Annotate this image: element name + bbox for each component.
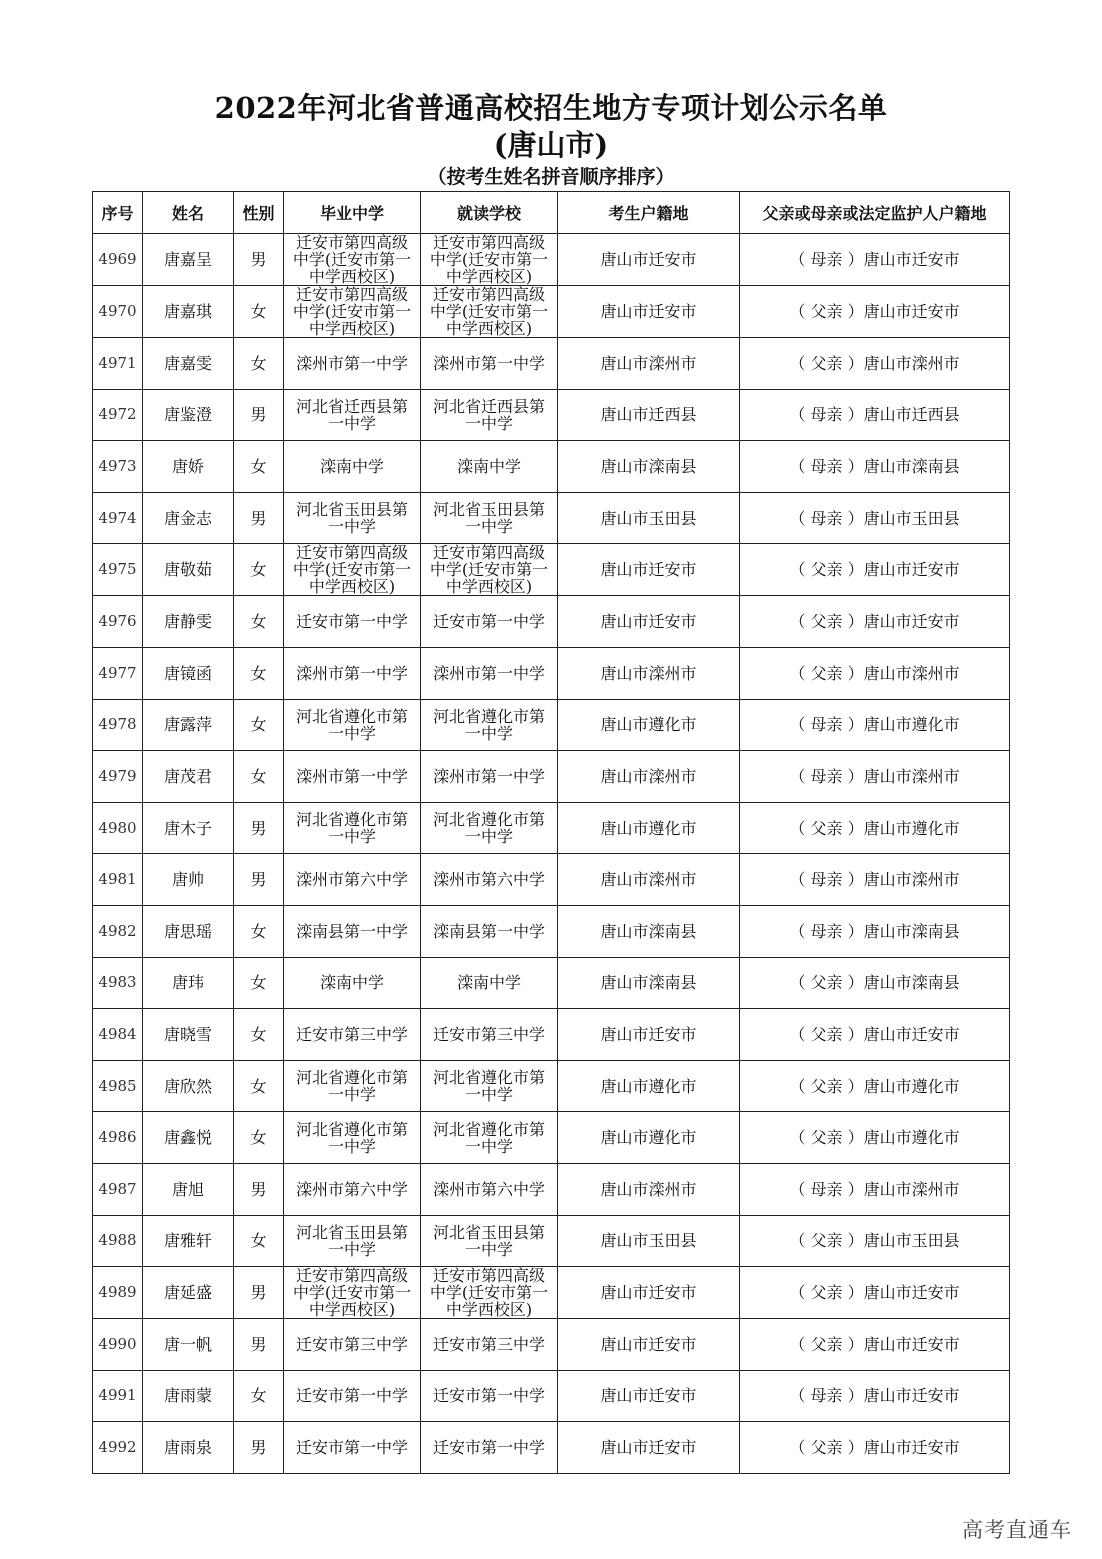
cell-grad-school [284, 286, 421, 338]
cell-guardian-hukou: （ 父亲 ）唐山市迁安市 [740, 1267, 1010, 1319]
cell-guardian-hukou: （ 母亲 ）唐山市遵化市 [740, 699, 1010, 751]
cell-grad-school-text: 河北省玉田县第一中学 [295, 500, 408, 537]
cell-hukou: 唐山市迁安市 [558, 234, 740, 286]
cell-grad-school [284, 854, 421, 906]
cell-current-school [421, 1060, 558, 1112]
cell-grad-school [284, 1163, 421, 1215]
cell-guardian-hukou: （ 父亲 ）唐山市迁安市 [740, 596, 1010, 648]
cell-hukou: 唐山市迁西县 [558, 389, 740, 441]
cell-guardian-hukou: （ 父亲 ）唐山市滦南县 [740, 957, 1010, 1009]
cell-guardian-hukou: （ 父亲 ）唐山市迁安市 [740, 286, 1010, 338]
header-guardian-hukou: 父亲或母亲或法定监护人户籍地 [740, 192, 1010, 234]
table-row [93, 957, 1010, 1009]
table-row [93, 1163, 1010, 1215]
cell-grad-school [284, 441, 421, 493]
cell-name: 唐静雯 [143, 596, 234, 648]
cell-grad-school [284, 234, 421, 286]
cell-grad-school [284, 699, 421, 751]
table-row [93, 338, 1010, 390]
cell-grad-school [284, 338, 421, 390]
cell-grad-school [284, 544, 421, 596]
cell-current-school [421, 544, 558, 596]
cell-current-school-text: 滦南中学 [456, 456, 521, 476]
cell-hukou: 唐山市遵化市 [558, 1112, 740, 1164]
cell-seq: 4978 [93, 699, 143, 751]
cell-grad-school [284, 1422, 421, 1474]
cell-grad-school-text: 迁安市第三中学 [295, 1334, 408, 1354]
cell-seq: 4985 [93, 1060, 143, 1112]
cell-gender: 男 [234, 1163, 284, 1215]
cell-grad-school-text: 迁安市第一中学 [295, 1438, 408, 1458]
cell-grad-school [284, 905, 421, 957]
cell-name: 唐一帆 [143, 1319, 234, 1371]
cell-name: 唐雨泉 [143, 1422, 234, 1474]
cell-seq: 4973 [93, 441, 143, 493]
cell-grad-school [284, 957, 421, 1009]
table-row [93, 854, 1010, 906]
cell-name: 唐玮 [143, 957, 234, 1009]
cell-seq: 4974 [93, 492, 143, 544]
cell-current-school [421, 957, 558, 1009]
cell-grad-school-text: 迁安市第四高级中学(迁安市第一中学西校区) [292, 1266, 412, 1320]
cell-guardian-hukou: （ 父亲 ）唐山市迁安市 [740, 1422, 1010, 1474]
cell-current-school-text: 迁安市第一中学 [432, 1386, 545, 1406]
cell-grad-school [284, 1319, 421, 1371]
cell-hukou: 唐山市遵化市 [558, 802, 740, 854]
cell-guardian-hukou: （ 母亲 ）唐山市滦州市 [740, 854, 1010, 906]
cell-current-school [421, 802, 558, 854]
cell-seq: 4976 [93, 596, 143, 648]
cell-gender: 男 [234, 389, 284, 441]
cell-gender: 男 [234, 1422, 284, 1474]
table-row [93, 905, 1010, 957]
cell-seq: 4979 [93, 751, 143, 803]
cell-guardian-hukou: （ 母亲 ）唐山市滦南县 [740, 905, 1010, 957]
cell-current-school-text: 迁安市第三中学 [432, 1024, 545, 1044]
cell-current-school [421, 1319, 558, 1371]
cell-current-school-text: 滦州市第六中学 [432, 870, 545, 890]
cell-current-school-text: 滦南中学 [456, 973, 521, 993]
cell-name: 唐露萍 [143, 699, 234, 751]
cell-hukou: 唐山市迁安市 [558, 1267, 740, 1319]
cell-name: 唐延盛 [143, 1267, 234, 1319]
table-row [93, 234, 1010, 286]
cell-grad-school [284, 1267, 421, 1319]
cell-name: 唐敬茹 [143, 544, 234, 596]
cell-name: 唐镜函 [143, 647, 234, 699]
table-row [93, 596, 1010, 648]
cell-name: 唐欣然 [143, 1060, 234, 1112]
cell-seq: 4988 [93, 1215, 143, 1267]
cell-gender: 女 [234, 905, 284, 957]
table-row [93, 389, 1010, 441]
cell-name: 唐嘉呈 [143, 234, 234, 286]
cell-current-school [421, 492, 558, 544]
cell-name: 唐木子 [143, 802, 234, 854]
cell-current-school-text: 河北省遵化市第一中学 [432, 810, 545, 847]
cell-grad-school-text: 河北省遵化市第一中学 [295, 1119, 408, 1156]
cell-current-school [421, 1370, 558, 1422]
cell-seq: 4977 [93, 647, 143, 699]
page-subtitle: (唐山市) [493, 128, 609, 162]
table-row [93, 1319, 1010, 1371]
cell-current-school-text: 滦州市第六中学 [432, 1179, 545, 1199]
cell-name: 唐鑫悦 [143, 1112, 234, 1164]
table-row [93, 1215, 1010, 1267]
cell-grad-school-text: 迁安市第四高级中学(迁安市第一中学西校区) [292, 543, 412, 597]
cell-current-school-text: 河北省玉田县第一中学 [432, 1222, 545, 1259]
cell-seq: 4972 [93, 389, 143, 441]
cell-guardian-hukou: （ 父亲 ）唐山市迁安市 [740, 1319, 1010, 1371]
cell-grad-school [284, 1370, 421, 1422]
cell-gender: 女 [234, 957, 284, 1009]
cell-grad-school [284, 1009, 421, 1061]
cell-grad-school-text: 迁安市第四高级中学(迁安市第一中学西校区) [292, 285, 412, 338]
cell-seq: 4987 [93, 1163, 143, 1215]
cell-current-school [421, 338, 558, 390]
cell-gender: 女 [234, 441, 284, 493]
cell-gender: 女 [234, 286, 284, 338]
cell-gender: 女 [234, 699, 284, 751]
cell-current-school-text: 迁安市第一中学 [432, 1438, 545, 1458]
cell-gender: 男 [234, 1319, 284, 1371]
cell-current-school-text: 河北省遵化市第一中学 [432, 1068, 545, 1105]
cell-grad-school [284, 802, 421, 854]
cell-current-school [421, 1163, 558, 1215]
cell-current-school [421, 389, 558, 441]
cell-grad-school [284, 492, 421, 544]
cell-gender: 女 [234, 1215, 284, 1267]
cell-grad-school-text: 河北省迁西县第一中学 [295, 396, 408, 433]
cell-gender: 女 [234, 751, 284, 803]
cell-name: 唐帅 [143, 854, 234, 906]
cell-gender: 男 [234, 1267, 284, 1319]
cell-hukou: 唐山市玉田县 [558, 1215, 740, 1267]
watermark: 高考直通车 [962, 1518, 1072, 1542]
cell-hukou: 唐山市迁安市 [558, 596, 740, 648]
cell-hukou: 唐山市滦州市 [558, 647, 740, 699]
roster-table [92, 191, 1010, 1474]
cell-current-school-text: 河北省玉田县第一中学 [432, 500, 545, 537]
cell-guardian-hukou: （ 父亲 ）唐山市迁安市 [740, 1009, 1010, 1061]
cell-grad-school [284, 1060, 421, 1112]
header-grad-school: 毕业中学 [284, 192, 421, 234]
table-row [93, 802, 1010, 854]
cell-grad-school [284, 596, 421, 648]
cell-guardian-hukou: （ 父亲 ）唐山市滦州市 [740, 338, 1010, 390]
cell-hukou: 唐山市遵化市 [558, 699, 740, 751]
cell-gender: 女 [234, 1060, 284, 1112]
table-header-row [93, 192, 1010, 234]
table-row [93, 647, 1010, 699]
cell-grad-school [284, 647, 421, 699]
cell-current-school [421, 234, 558, 286]
sort-note: （按考生姓名拼音顺序排序） [427, 166, 675, 188]
cell-gender: 男 [234, 492, 284, 544]
table-row [93, 699, 1010, 751]
cell-gender: 女 [234, 544, 284, 596]
cell-hukou: 唐山市玉田县 [558, 492, 740, 544]
cell-current-school [421, 647, 558, 699]
cell-hukou: 唐山市迁安市 [558, 1319, 740, 1371]
cell-current-school-text: 河北省迁西县第一中学 [432, 396, 545, 433]
cell-hukou: 唐山市滦州市 [558, 1163, 740, 1215]
cell-grad-school-text: 滦南县第一中学 [295, 921, 408, 941]
cell-guardian-hukou: （ 母亲 ）唐山市滦州市 [740, 751, 1010, 803]
cell-current-school [421, 854, 558, 906]
table-row [93, 1112, 1010, 1164]
title-block [0, 88, 1102, 192]
cell-seq: 4983 [93, 957, 143, 1009]
cell-current-school-text: 迁安市第四高级中学(迁安市第一中学西校区) [429, 543, 549, 597]
cell-current-school-text: 迁安市第四高级中学(迁安市第一中学西校区) [429, 1266, 549, 1320]
table-row [93, 1370, 1010, 1422]
cell-grad-school-text: 滦州市第一中学 [295, 353, 408, 373]
cell-grad-school-text: 河北省遵化市第一中学 [295, 1068, 408, 1105]
cell-grad-school-text: 滦南中学 [319, 456, 384, 476]
cell-guardian-hukou: （ 母亲 ）唐山市玉田县 [740, 492, 1010, 544]
cell-grad-school [284, 1215, 421, 1267]
header-gender: 性别 [234, 192, 284, 234]
header-current-school: 就读学校 [421, 192, 558, 234]
cell-grad-school-text: 滦州市第一中学 [295, 766, 408, 786]
cell-grad-school [284, 389, 421, 441]
cell-grad-school-text: 滦南中学 [319, 973, 384, 993]
cell-grad-school-text: 河北省遵化市第一中学 [295, 810, 408, 847]
cell-current-school [421, 699, 558, 751]
page-title: 2022年河北省普通高校招生地方专项计划公示名单 [214, 91, 888, 125]
cell-current-school-text: 迁安市第四高级中学(迁安市第一中学西校区) [429, 285, 549, 338]
header-seq: 序号 [93, 192, 143, 234]
cell-hukou: 唐山市迁安市 [558, 544, 740, 596]
cell-grad-school [284, 1112, 421, 1164]
cell-seq: 4982 [93, 905, 143, 957]
cell-seq: 4981 [93, 854, 143, 906]
cell-current-school-text: 河北省遵化市第一中学 [432, 706, 545, 743]
cell-name: 唐旭 [143, 1163, 234, 1215]
cell-hukou: 唐山市滦州市 [558, 854, 740, 906]
cell-seq: 4990 [93, 1319, 143, 1371]
cell-guardian-hukou: （ 父亲 ）唐山市迁安市 [740, 544, 1010, 596]
cell-guardian-hukou: （ 父亲 ）唐山市滦州市 [740, 647, 1010, 699]
cell-current-school [421, 1267, 558, 1319]
cell-seq: 4989 [93, 1267, 143, 1319]
cell-hukou: 唐山市滦南县 [558, 957, 740, 1009]
table-row [93, 286, 1010, 338]
cell-hukou: 唐山市迁安市 [558, 1009, 740, 1061]
cell-gender: 男 [234, 802, 284, 854]
cell-current-school-text: 迁安市第一中学 [432, 612, 545, 632]
table-row [93, 1060, 1010, 1112]
cell-guardian-hukou: （ 母亲 ）唐山市迁西县 [740, 389, 1010, 441]
cell-grad-school-text: 迁安市第三中学 [295, 1024, 408, 1044]
cell-guardian-hukou: （ 父亲 ）唐山市玉田县 [740, 1215, 1010, 1267]
cell-hukou: 唐山市迁安市 [558, 1422, 740, 1474]
cell-current-school [421, 596, 558, 648]
cell-current-school [421, 1009, 558, 1061]
cell-hukou: 唐山市迁安市 [558, 286, 740, 338]
cell-current-school [421, 1112, 558, 1164]
cell-name: 唐金志 [143, 492, 234, 544]
cell-hukou: 唐山市滦州市 [558, 751, 740, 803]
cell-hukou: 唐山市滦南县 [558, 441, 740, 493]
cell-grad-school-text: 滦州市第六中学 [295, 1179, 408, 1199]
cell-name: 唐茂君 [143, 751, 234, 803]
cell-seq: 4980 [93, 802, 143, 854]
cell-guardian-hukou: （ 父亲 ）唐山市遵化市 [740, 1060, 1010, 1112]
cell-current-school [421, 1422, 558, 1474]
cell-current-school-text: 滦州市第一中学 [432, 766, 545, 786]
cell-seq: 4971 [93, 338, 143, 390]
cell-guardian-hukou: （ 母亲 ）唐山市迁安市 [740, 1370, 1010, 1422]
cell-seq: 4969 [93, 234, 143, 286]
cell-grad-school-text: 迁安市第四高级中学(迁安市第一中学西校区) [292, 233, 412, 286]
cell-grad-school-text: 河北省玉田县第一中学 [295, 1222, 408, 1259]
cell-gender: 女 [234, 596, 284, 648]
cell-current-school-text: 滦州市第一中学 [432, 663, 545, 683]
cell-gender: 男 [234, 854, 284, 906]
cell-grad-school-text: 迁安市第一中学 [295, 1386, 408, 1406]
cell-current-school-text: 滦州市第一中学 [432, 353, 545, 373]
cell-gender: 女 [234, 1370, 284, 1422]
cell-gender: 女 [234, 1009, 284, 1061]
cell-current-school [421, 286, 558, 338]
cell-gender: 女 [234, 647, 284, 699]
table-row [93, 1422, 1010, 1474]
cell-name: 唐娇 [143, 441, 234, 493]
cell-hukou: 唐山市滦南县 [558, 905, 740, 957]
cell-guardian-hukou: （ 父亲 ）唐山市遵化市 [740, 1112, 1010, 1164]
cell-current-school [421, 441, 558, 493]
table-row [93, 751, 1010, 803]
cell-grad-school-text: 滦州市第六中学 [295, 870, 408, 890]
cell-grad-school-text: 河北省遵化市第一中学 [295, 706, 408, 743]
cell-grad-school [284, 751, 421, 803]
cell-seq: 4986 [93, 1112, 143, 1164]
cell-name: 唐晓雪 [143, 1009, 234, 1061]
cell-guardian-hukou: （ 父亲 ）唐山市遵化市 [740, 802, 1010, 854]
table-row [93, 1009, 1010, 1061]
table-row [93, 1267, 1010, 1319]
cell-current-school [421, 751, 558, 803]
cell-name: 唐嘉雯 [143, 338, 234, 390]
cell-name: 唐思瑶 [143, 905, 234, 957]
cell-grad-school-text: 滦州市第一中学 [295, 663, 408, 683]
header-hukou: 考生户籍地 [558, 192, 740, 234]
header-name: 姓名 [143, 192, 234, 234]
cell-hukou: 唐山市滦州市 [558, 338, 740, 390]
cell-gender: 男 [234, 234, 284, 286]
cell-name: 唐鉴澄 [143, 389, 234, 441]
table-row [93, 441, 1010, 493]
cell-current-school-text: 迁安市第四高级中学(迁安市第一中学西校区) [429, 233, 549, 286]
cell-seq: 4991 [93, 1370, 143, 1422]
cell-current-school-text: 迁安市第三中学 [432, 1334, 545, 1354]
cell-current-school-text: 河北省遵化市第一中学 [432, 1119, 545, 1156]
cell-name: 唐雅轩 [143, 1215, 234, 1267]
cell-seq: 4984 [93, 1009, 143, 1061]
cell-name: 唐雨蒙 [143, 1370, 234, 1422]
cell-current-school [421, 1215, 558, 1267]
table-row [93, 492, 1010, 544]
cell-gender: 女 [234, 1112, 284, 1164]
cell-guardian-hukou: （ 母亲 ）唐山市迁安市 [740, 234, 1010, 286]
cell-hukou: 唐山市遵化市 [558, 1060, 740, 1112]
cell-hukou: 唐山市迁安市 [558, 1370, 740, 1422]
cell-gender: 女 [234, 338, 284, 390]
cell-seq: 4992 [93, 1422, 143, 1474]
cell-seq: 4970 [93, 286, 143, 338]
cell-guardian-hukou: （ 母亲 ）唐山市滦州市 [740, 1163, 1010, 1215]
cell-current-school [421, 905, 558, 957]
table-row [93, 544, 1010, 596]
cell-grad-school-text: 迁安市第一中学 [295, 612, 408, 632]
cell-name: 唐嘉琪 [143, 286, 234, 338]
cell-seq: 4975 [93, 544, 143, 596]
cell-guardian-hukou: （ 母亲 ）唐山市滦南县 [740, 441, 1010, 493]
cell-current-school-text: 滦南县第一中学 [432, 921, 545, 941]
